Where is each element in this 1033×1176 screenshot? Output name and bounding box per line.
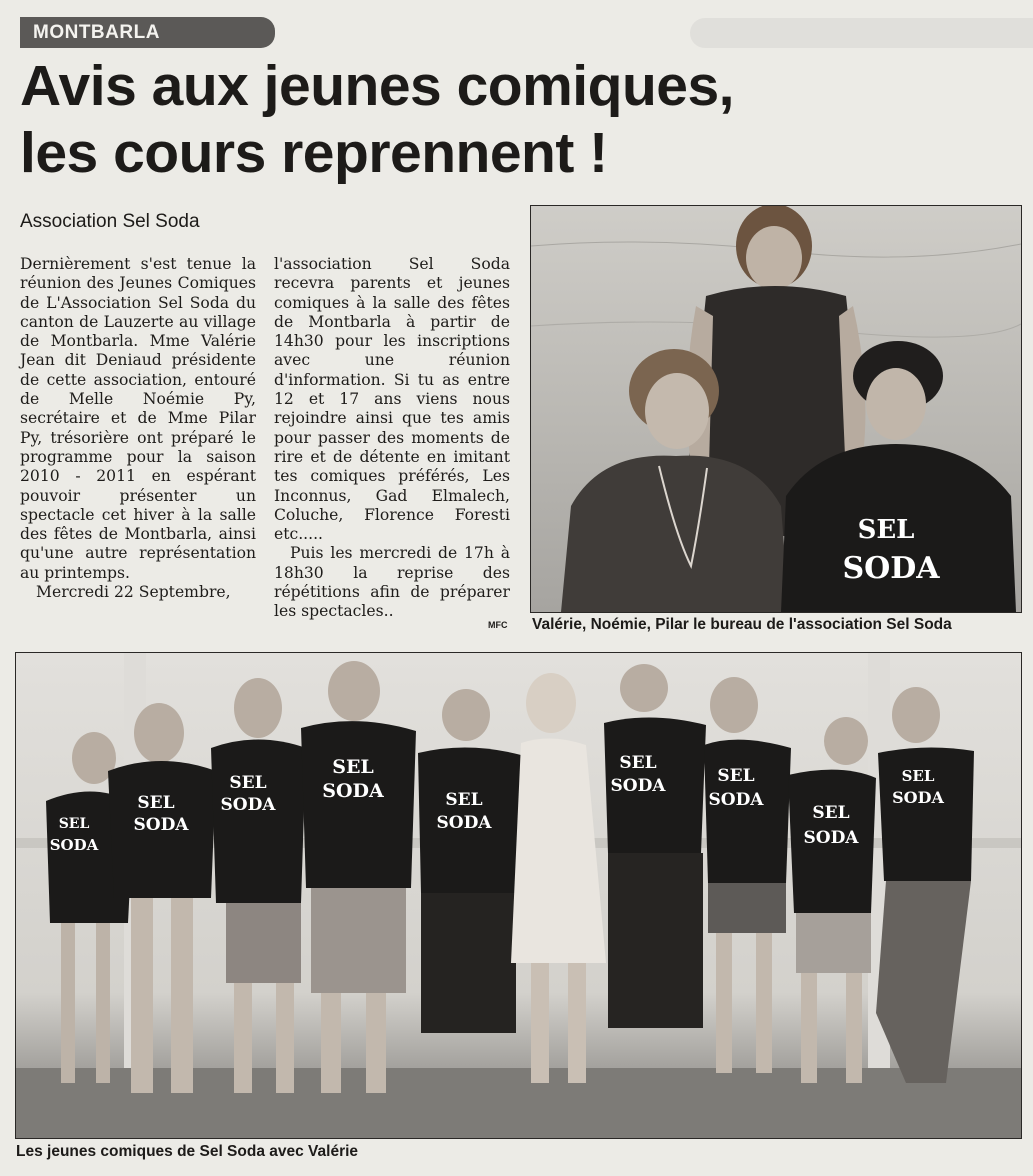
- svg-text:SEL: SEL: [58, 816, 90, 832]
- svg-text:SODA: SODA: [892, 788, 944, 807]
- paragraph: Mercredi 22 Septembre,: [36, 583, 231, 602]
- svg-text:SEL: SEL: [332, 756, 374, 778]
- group-member: [876, 687, 974, 1083]
- svg-text:SODA: SODA: [803, 828, 859, 848]
- group-member: [511, 673, 606, 1083]
- article-title: [20, 53, 734, 187]
- photo-group: [15, 652, 1022, 1139]
- photo-credit: MFC: [488, 620, 508, 630]
- svg-text:SEL: SEL: [717, 766, 755, 786]
- svg-text:SODA: SODA: [610, 776, 666, 796]
- group-member: [704, 677, 791, 1073]
- svg-text:SEL: SEL: [229, 773, 267, 793]
- svg-text:SEL: SEL: [137, 793, 175, 813]
- group-member: [301, 661, 416, 1093]
- svg-text:SODA: SODA: [220, 795, 276, 815]
- photo-association-board: [530, 205, 1022, 613]
- svg-text:SODA: SODA: [49, 836, 99, 854]
- group-member: [604, 664, 706, 1028]
- section-tag: MONTBARLA: [20, 17, 275, 48]
- article-subtitle: Association Sel Soda: [20, 211, 200, 232]
- shirt-logo-line-2: SODA: [842, 551, 940, 586]
- paragraph: Dernièrement s'est tenue la réunion des Jeunes Comiques de L'Association Sel Soda du canton de Lauzerte au village de Montbarla. Mme Valérie Jean dit Deniaud présidente de cette association, entouré de Melle Noémie Py, secrétaire et de Mme Pilar Py, trésorière ont préparé le programme pour la saison 2010 - 2011 en espérant pouvoir présenter un spectacle cet hiver à la salle des fêtes de Montbarla, ainsi qu'une autre représentation au printemps.: [20, 255, 256, 582]
- paragraph: l'association Sel Soda recevra parents et jeunes comiques à la salle des fêtes de Montbarla à partir de 14h30 pour les inscriptions avec une réunion d'information. Si tu as entre 12 et 17 ans viens nous rejoindre ainsi que tes amis pour passer des moments de rire et de détente en imitant tes comiques préférés, Les Inconnus, Gad Elmalech, Coluche, Florence Foresti etc.....: [274, 255, 510, 544]
- photo-association-board-illustration: [531, 206, 1021, 612]
- group-member: [788, 717, 876, 1083]
- text-column-1: [20, 255, 256, 602]
- photo-group-illustration: [16, 653, 1021, 1138]
- svg-text:SODA: SODA: [133, 815, 189, 835]
- svg-text:SEL: SEL: [445, 790, 483, 810]
- svg-text:SEL: SEL: [619, 753, 657, 773]
- group-member: [211, 678, 306, 1093]
- title-line-2: les cours reprennent !: [20, 121, 608, 185]
- photo-caption-2: Les jeunes comiques de Sel Soda avec Valérie: [16, 1143, 359, 1160]
- paragraph: Puis les mercredi de 17h à 18h30 la reprise des répétitions afin de préparer les spectacles..: [274, 544, 510, 621]
- group-member: [418, 689, 521, 1033]
- svg-text:SODA: SODA: [322, 780, 384, 802]
- svg-text:SEL: SEL: [812, 803, 850, 823]
- adjacent-section-tag: [690, 18, 1033, 48]
- svg-text:SEL: SEL: [901, 767, 935, 785]
- title-line-1: Avis aux jeunes comiques,: [20, 54, 734, 118]
- shirt-logo-line-1: SEL: [857, 515, 915, 545]
- text-column-2: [274, 255, 510, 622]
- svg-text:SODA: SODA: [436, 813, 492, 833]
- photo-caption-1: Valérie, Noémie, Pilar le bureau de l'association Sel Soda: [532, 616, 952, 633]
- svg-text:SODA: SODA: [708, 790, 764, 810]
